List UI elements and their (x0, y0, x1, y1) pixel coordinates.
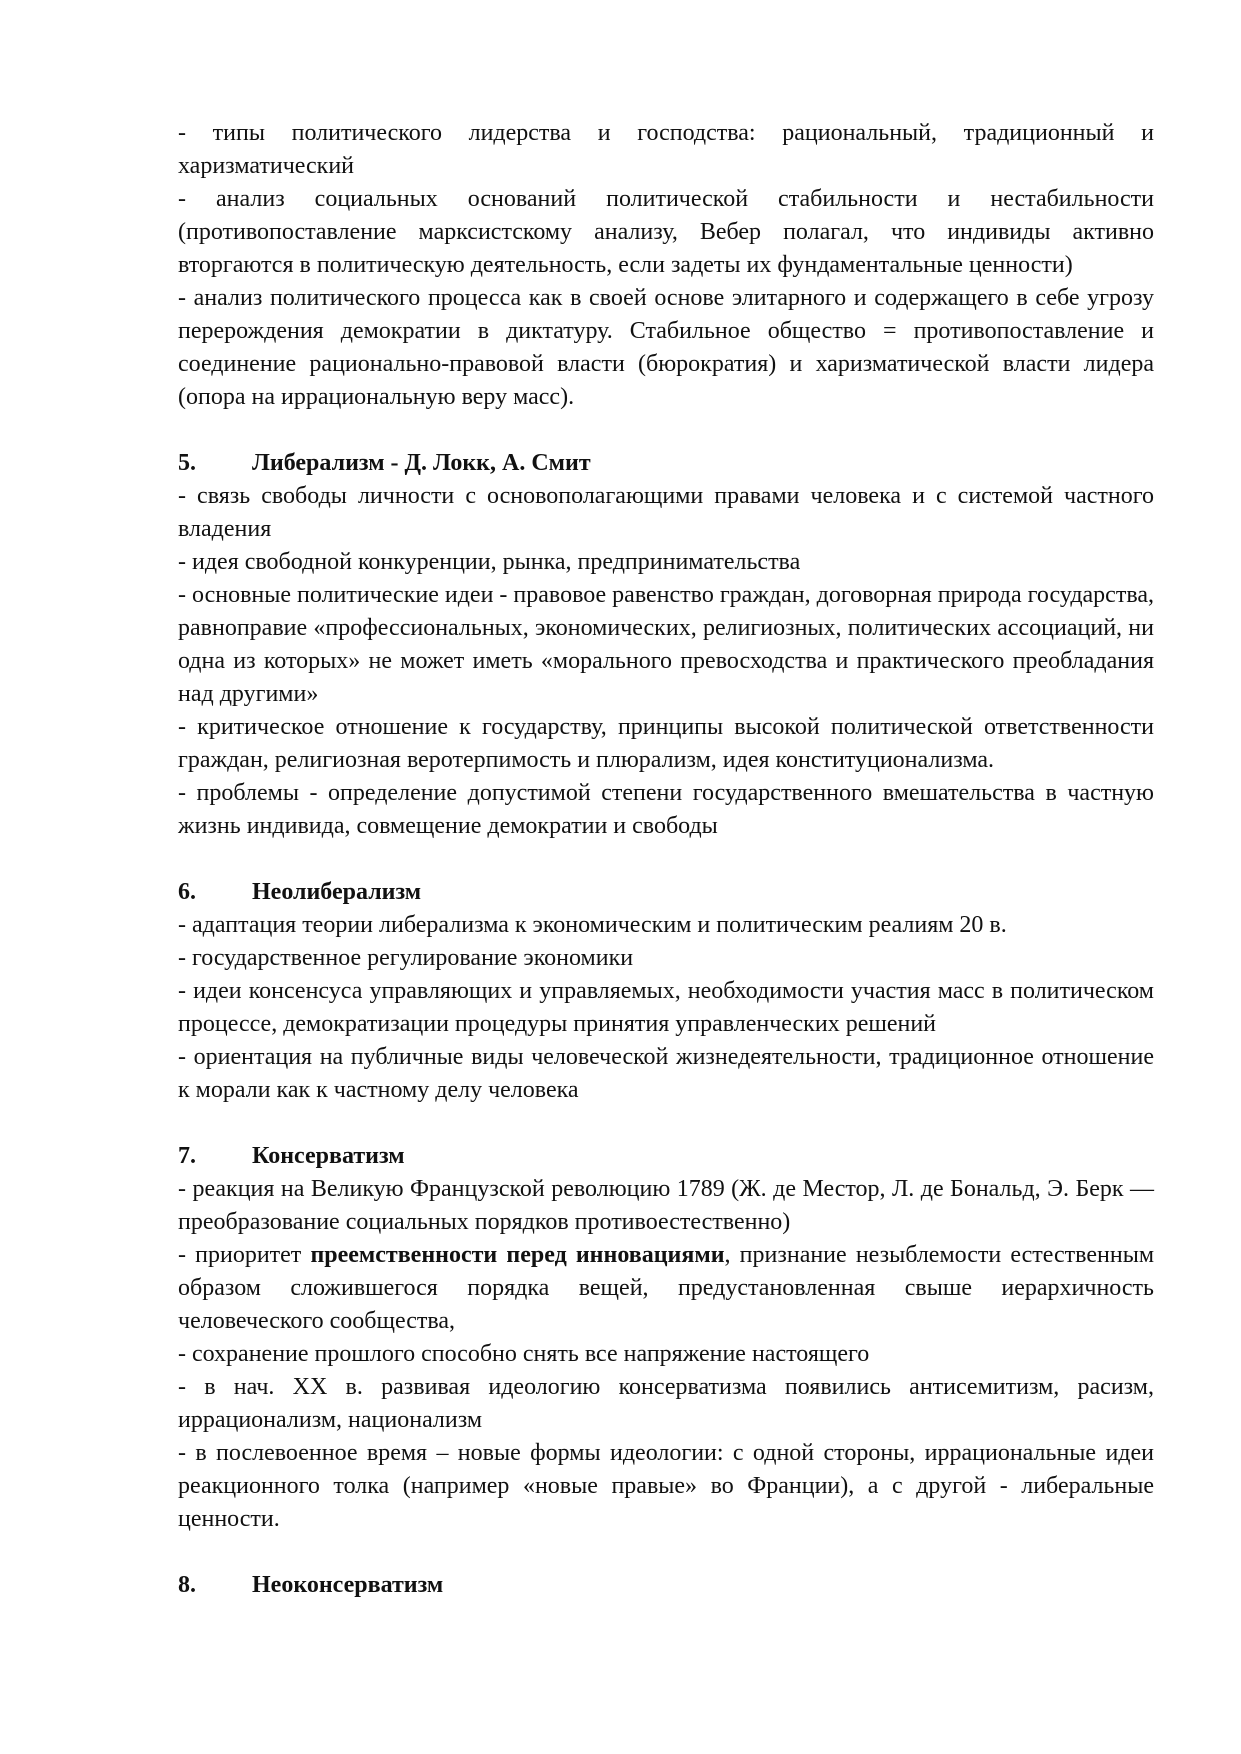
section-item: - сохранение прошлого способно снять все напряжение настоящего (178, 1341, 870, 1367)
section-item: - связь свободы личности с основополагающими правами человека и с системой частного владения (178, 483, 1154, 542)
section-item: - государственное регулирование экономики (178, 945, 634, 971)
intro-block (178, 117, 1154, 414)
item-bold-phrase: преемственности перед инновациями (310, 1242, 725, 1268)
section-item: - идеи консенсуса управляющих и управляемых, необходимости участия масс в политическом процессе, демократизации процедуры принятия управленческих решений (178, 978, 1154, 1037)
section-item: - адаптация теории либерализма к экономическим и политическим реалиям 20 в. (178, 912, 1007, 938)
section-heading (178, 1140, 1154, 1173)
intro-paragraph: - типы политического лидерства и господства: рациональный, традиционный и харизматический (178, 120, 1154, 179)
item-text: , признание незыблемости естественным образом сложившегося порядка вещей, предустановленная свыше иерархичность человеческого сообщества, (178, 1242, 1155, 1334)
section-number: 6. (178, 879, 196, 905)
item-text: - приоритет (178, 1242, 311, 1268)
section-title: Неолиберализм (252, 879, 422, 905)
intro-paragraph: - анализ политического процесса как в своей основе элитарного и содержащего в себе угрозу перерождения демократии в диктатуру. Стабильное общество = противопоставление и соединение рационально-правовой власти (бюрократия) и харизматической власти лидера (опора на иррациональную веру масс). (178, 285, 1154, 410)
section-item (178, 1239, 1154, 1338)
section-heading (178, 447, 1154, 480)
section-item: - в послевоенное время – новые формы идеологии: с одной стороны, иррациональные идеи реакционного толка (например «новые правые» во Франции), а с другой - либеральные ценности. (178, 1440, 1154, 1532)
section-title: Консерватизм (252, 1143, 405, 1169)
section-liberalism (178, 447, 1154, 843)
section-heading (178, 876, 1154, 909)
section-number: 5. (178, 450, 196, 476)
section-heading (178, 1569, 1154, 1602)
section-neoconservatism (178, 1569, 1154, 1602)
section-item: - идея свободной конкуренции, рынка, предпринимательства (178, 549, 801, 575)
section-item: - основные политические идеи - правовое равенство граждан, договорная природа государства, равноправие «профессиональных, экономических, религиозных, политических ассоциаций, ни одна из которых» не может иметь «морального превосходства и практического преобладания над другими» (178, 582, 1154, 707)
section-number: 7. (178, 1143, 196, 1169)
section-conservatism (178, 1140, 1154, 1536)
section-item: - ориентация на публичные виды человеческой жизнедеятельности, традиционное отношение к морали как к частному делу человека (178, 1044, 1154, 1103)
section-item: - в нач. XX в. развивая идеологию консерватизма появились антисемитизм, расизм, иррационализм, национализм (178, 1374, 1154, 1433)
section-number: 8. (178, 1572, 196, 1598)
document-page (178, 117, 1154, 1602)
section-item: - проблемы - определение допустимой степени государственного вмешательства в частную жизнь индивида, совмещение демократии и свободы (178, 780, 1154, 839)
section-title: Либерализм - Д. Локк, А. Смит (252, 450, 591, 476)
section-item: - критическое отношение к государству, принципы высокой политической ответственности граждан, религиозная веротерпимость и плюрализм, идея конституционализма. (178, 714, 1154, 773)
intro-paragraph: - анализ социальных оснований политической стабильности и нестабильности (противопоставление марксистскому анализу, Вебер полагал, что индивиды активно вторгаются в политическую деятельность, если задеты их фундаментальные ценности) (178, 186, 1154, 278)
section-neoliberalism (178, 876, 1154, 1107)
section-title: Неоконсерватизм (252, 1572, 444, 1598)
section-item: - реакция на Великую Французской революцию 1789 (Ж. де Местор, Л. де Бональд, Э. Берк —преобразование социальных порядков противоестественно) (178, 1176, 1154, 1235)
